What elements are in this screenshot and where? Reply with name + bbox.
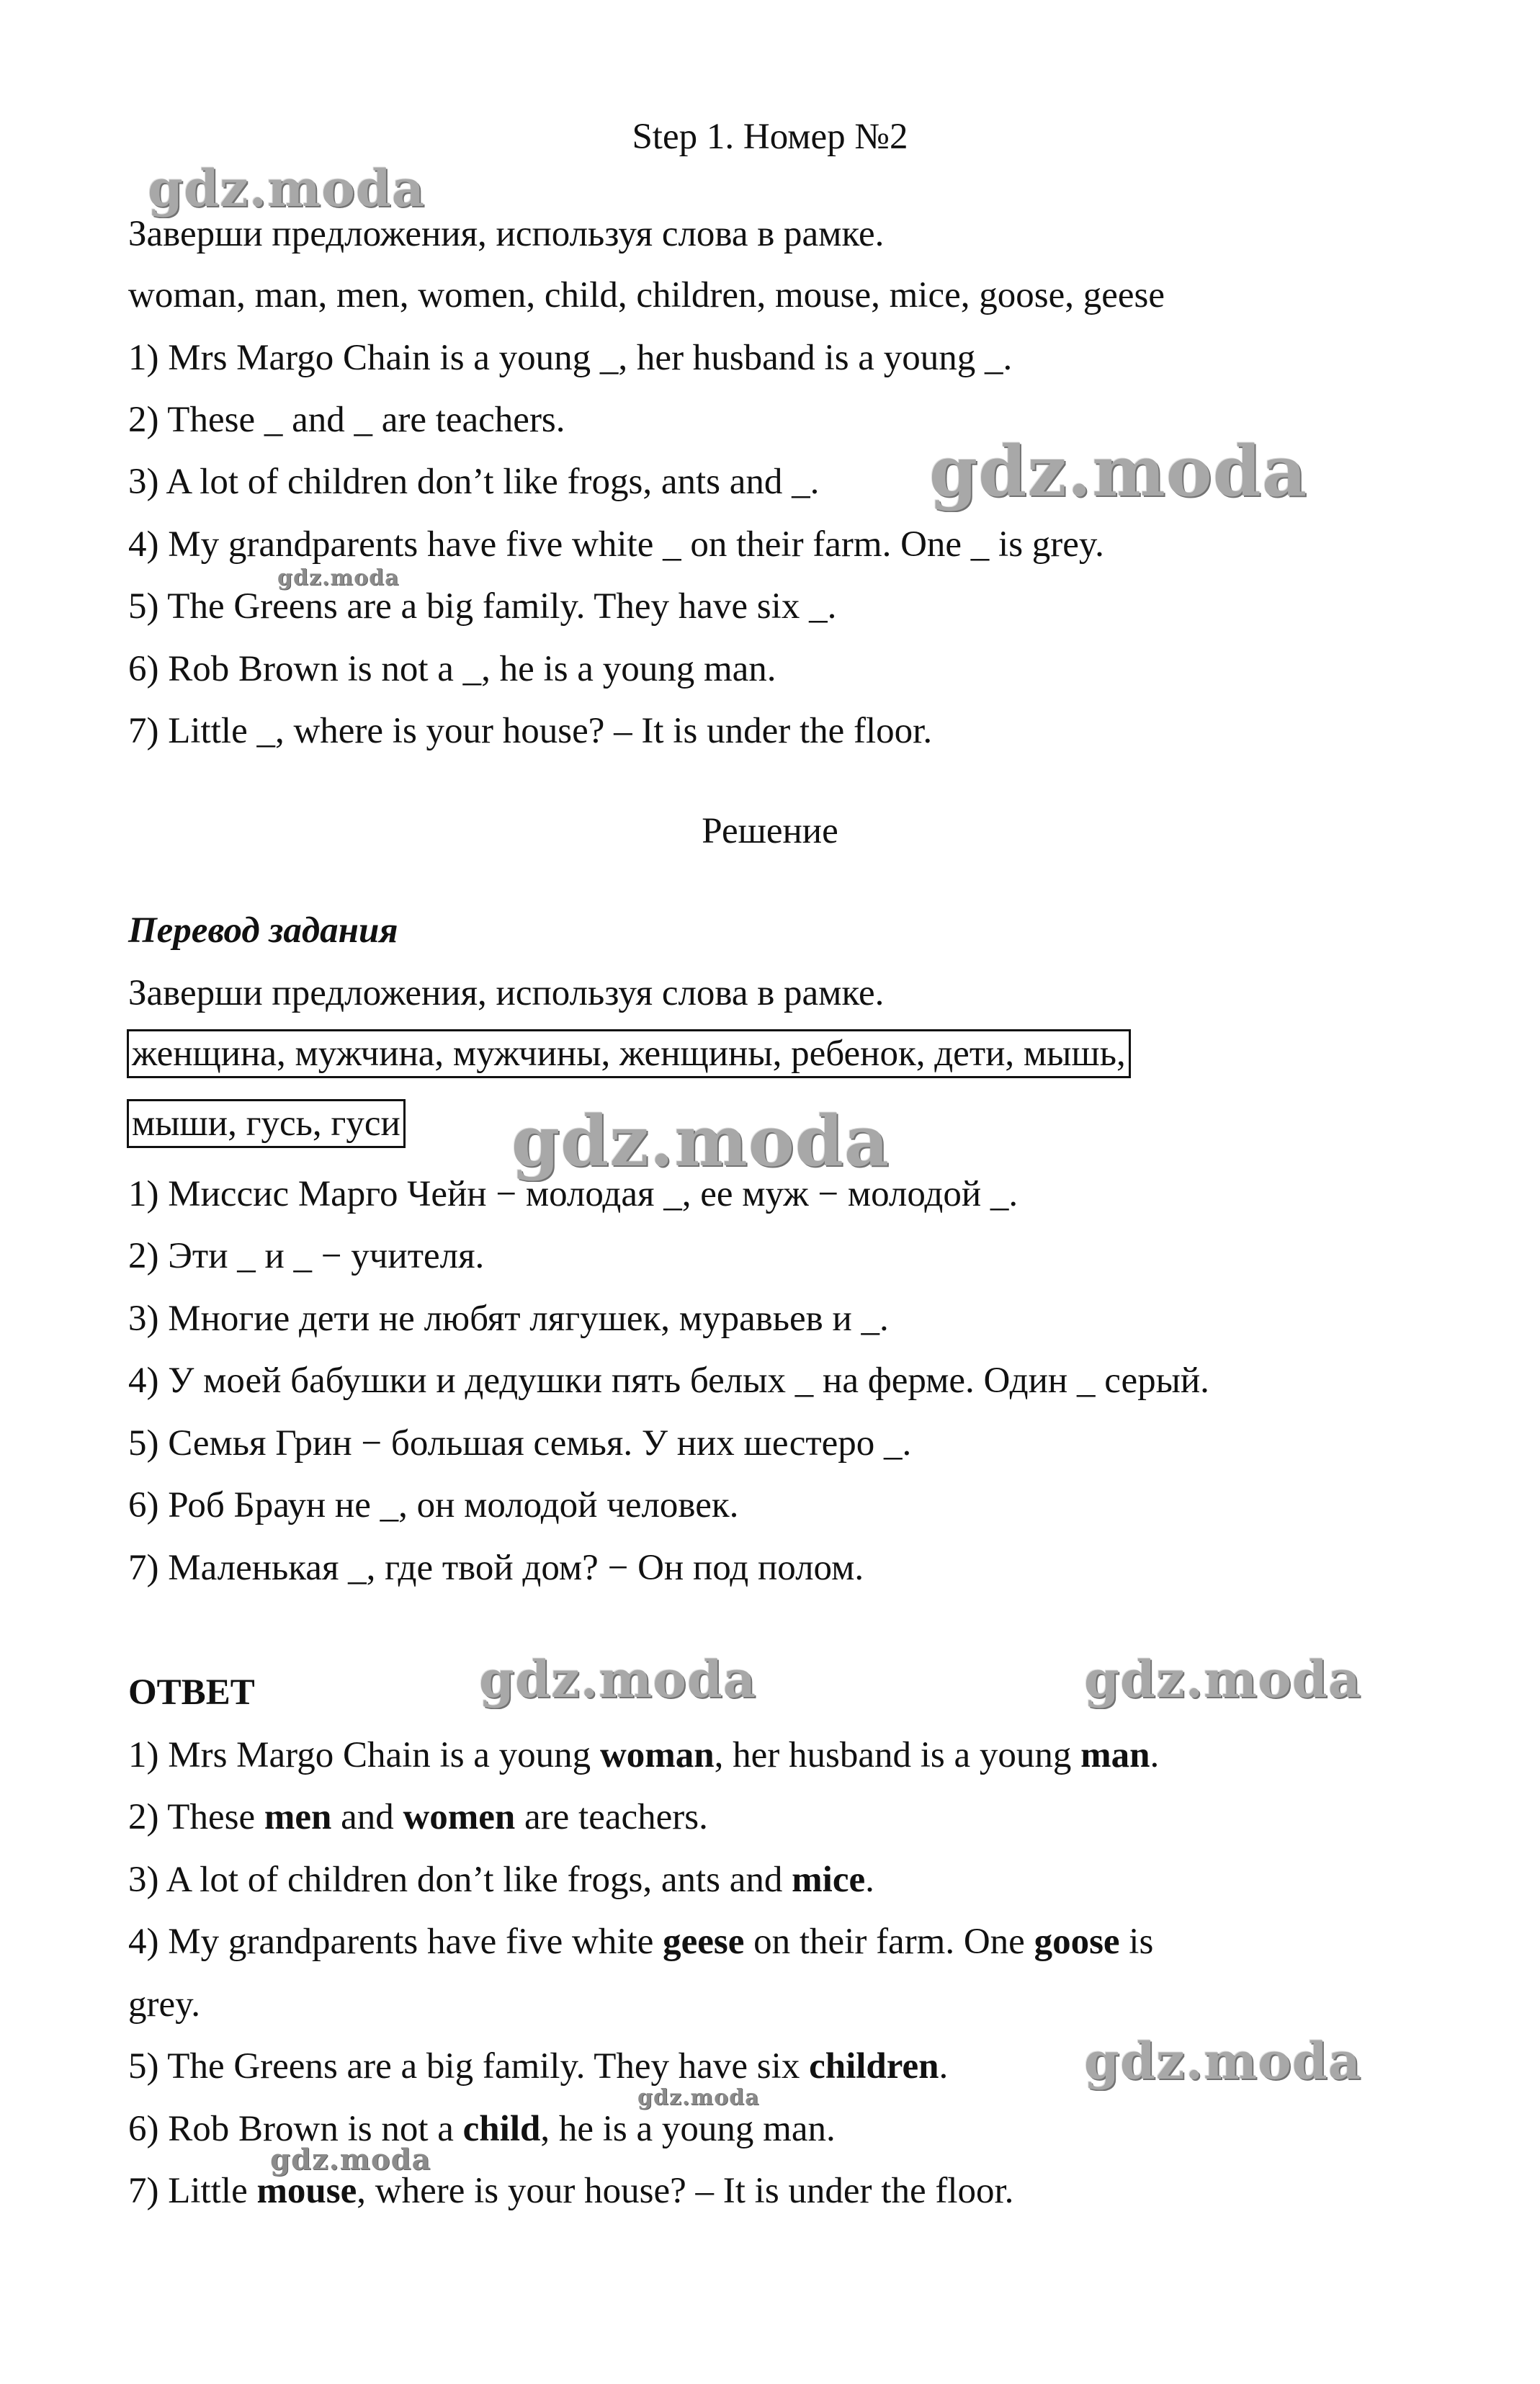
- solution-heading: Решение: [702, 811, 838, 851]
- answer-text: are teachers.: [515, 1797, 708, 1837]
- word-box-line-1: женщина, мужчина, мужчины, женщины, ребенок, дети, мышь,: [127, 1029, 1131, 1078]
- answer-text: on their farm. One: [744, 1922, 1034, 1962]
- translation-item: 2) Эти _ и _ − учителя.: [128, 1236, 485, 1276]
- answer-item-continued: grey.: [128, 1984, 201, 2025]
- task-item: 2) These _ and _ are teachers.: [128, 400, 565, 440]
- watermark-logo: gdz.moda: [270, 2143, 431, 2177]
- answer-text: .: [865, 1860, 874, 1900]
- task-item: 6) Rob Brown is not a _, he is a young man.: [128, 649, 776, 689]
- answer-word: child: [462, 2109, 541, 2149]
- answer-word: children: [809, 2046, 939, 2087]
- answer-text: 1) Mrs Margo Chain is a young: [128, 1735, 600, 1775]
- translation-item: 3) Многие дети не любят лягушек, муравьев и _.: [128, 1299, 889, 1339]
- answer-item: [128, 1734, 1159, 1777]
- answer-text: , he is a young man.: [540, 2109, 836, 2149]
- answer-text: .: [1150, 1735, 1160, 1775]
- answer-text: .: [939, 2046, 949, 2087]
- answer-text: is: [1119, 1922, 1154, 1962]
- answer-text: and: [331, 1797, 403, 1837]
- answer-text: 6) Rob Brown is not a: [128, 2109, 463, 2149]
- translation-item: 7) Маленькая _, где твой дом? − Он под полом.: [128, 1548, 864, 1588]
- answer-word: geese: [663, 1922, 745, 1962]
- answer-word: mouse: [256, 2171, 357, 2211]
- answer-word: woman: [599, 1735, 715, 1775]
- watermark-logo: gdz.moda: [511, 1101, 890, 1182]
- answer-item: [128, 2045, 948, 2088]
- answer-word: goose: [1034, 1922, 1120, 1962]
- word-box-line-2: мыши, гусь, гуси: [127, 1099, 406, 1148]
- answer-text: , where is your house? – It is under the floor.: [357, 2171, 1014, 2211]
- page-title: Step 1. Номер №2: [632, 117, 908, 157]
- task-item: 1) Mrs Margo Chain is a young _, her husband is a young _.: [128, 338, 1013, 378]
- answer-text: 5) The Greens are a big family. They have six: [128, 2046, 810, 2087]
- translation-item: 6) Роб Браун не _, он молодой человек.: [128, 1485, 739, 1525]
- task-word-list: woman, man, men, women, child, children, mouse, mice, goose, geese: [128, 275, 1165, 315]
- answer-text: 3) A lot of children don’t like frogs, ants and: [128, 1860, 792, 1900]
- watermark-logo: gdz.moda: [1084, 1649, 1362, 1709]
- task-item: 3) A lot of children don’t like frogs, ants and _.: [128, 462, 820, 502]
- watermark-logo: gdz.moda: [1084, 2031, 1362, 2091]
- answer-text: 7) Little: [128, 2171, 257, 2211]
- translation-item: 1) Миссис Марго Чейн − молодая _, ее муж − молодой _.: [128, 1174, 1019, 1214]
- watermark-logo: gdz.moda: [929, 431, 1308, 512]
- task-item: 7) Little _, where is your house? – It is under the floor.: [128, 711, 933, 751]
- translation-instruction: Заверши предложения, используя слова в рамке.: [128, 973, 885, 1013]
- answer-word: mice: [792, 1860, 866, 1900]
- answer-text: 2) These: [128, 1797, 264, 1837]
- answer-word: man: [1080, 1735, 1150, 1775]
- answer-item: [128, 1796, 708, 1839]
- task-item: 4) My grandparents have five white _ on their farm. One _ is grey.: [128, 524, 1104, 565]
- answer-item: [128, 2107, 836, 2151]
- task-item: 5) The Greens are a big family. They have six _.: [128, 586, 837, 627]
- translation-item: 5) Семья Грин − большая семья. У них шестеро _.: [128, 1423, 912, 1464]
- watermark-logo: gdz.moda: [479, 1649, 757, 1709]
- translation-item: 4) У моей бабушки и дедушки пять белых _ на ферме. Один _ серый.: [128, 1361, 1209, 1401]
- answer-heading: ОТВЕТ: [128, 1672, 255, 1713]
- answer-item: [128, 1858, 874, 1901]
- task-instruction: Заверши предложения, используя слова в рамке.: [128, 214, 885, 254]
- watermark-logo: gdz.moda: [277, 565, 400, 591]
- answer-word: women: [403, 1797, 516, 1837]
- watermark-logo: gdz.moda: [148, 158, 426, 218]
- answer-item: [128, 2169, 1013, 2213]
- answer-text: , her husband is a young: [714, 1735, 1081, 1775]
- answer-item: [128, 1920, 1153, 1963]
- translation-heading: Перевод задания: [128, 910, 398, 951]
- answer-text: 4) My grandparents have five white: [128, 1922, 663, 1962]
- watermark-logo: gdz.moda: [637, 2085, 760, 2110]
- answer-word: men: [264, 1797, 332, 1837]
